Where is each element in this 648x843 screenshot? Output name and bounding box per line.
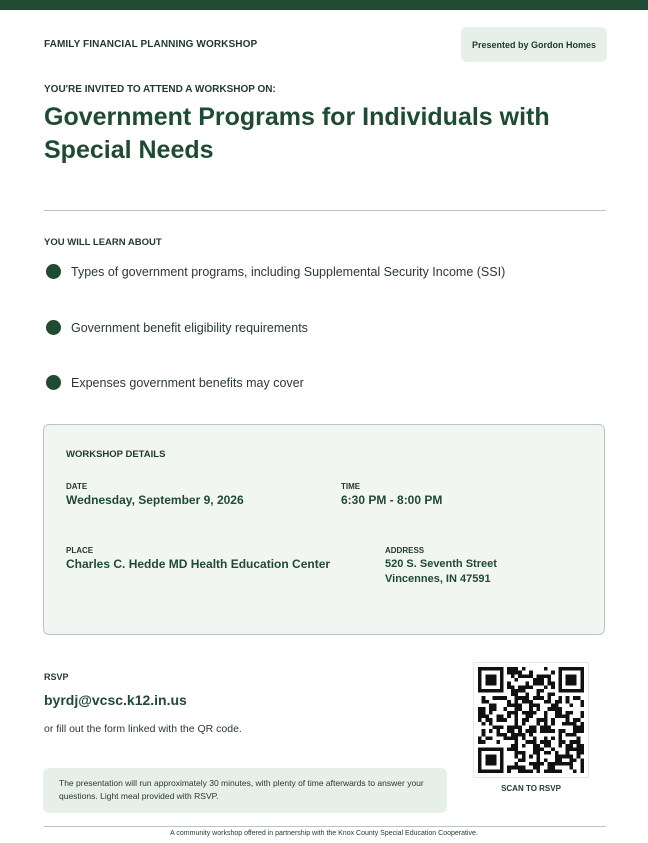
rsvp-email-link[interactable]: byrdj@vcsc.k12.in.us: [44, 692, 187, 708]
details-heading: WORKSHOP DETAILS: [66, 449, 166, 460]
invite-label: YOU'RE INVITED TO ATTEND A WORKSHOP ON:: [44, 84, 276, 95]
divider: [44, 210, 606, 211]
list-item-text: Expenses government benefits may cover: [71, 375, 304, 390]
bullet-dot-icon: [46, 320, 61, 335]
place-value: Charles C. Hedde MD Health Education Center: [66, 557, 331, 571]
list-item: [46, 375, 304, 390]
qr-caption: SCAN TO RSVP: [501, 784, 561, 793]
time-value: 6:30 PM - 8:00 PM: [341, 493, 443, 507]
workshop-series-label: FAMILY FINANCIAL PLANNING WORKSHOP: [44, 39, 258, 50]
date-label: DATE: [66, 482, 88, 491]
bullet-dot-icon: [46, 264, 61, 279]
learn-heading: YOU WILL LEARN ABOUT: [44, 237, 162, 248]
qr-code[interactable]: [473, 662, 589, 778]
address-line-1: 520 S. Seventh Street: [385, 558, 497, 570]
list-item: [46, 320, 308, 335]
rsvp-note: or fill out the form linked with the QR code.: [44, 723, 242, 735]
rsvp-label: RSVP: [44, 672, 69, 682]
address-line-2: Vincennes, IN 47591: [385, 573, 491, 585]
list-item-text: Government benefit eligibility requirements: [71, 320, 308, 335]
time-label: TIME: [341, 482, 361, 491]
list-item-text: Types of government programs, including Supplemental Security Income (SSI): [71, 264, 506, 279]
date-value: Wednesday, September 9, 2026: [66, 493, 244, 507]
top-accent-bar: [0, 0, 648, 10]
footer-divider: [44, 826, 606, 827]
presenter-badge: [461, 27, 607, 62]
info-note-text: The presentation will run approximately 30 minutes, with plenty of time afterwards to answer your questions. Light meal provided with RSVP.: [59, 778, 424, 801]
place-label: PLACE: [66, 546, 94, 555]
presenter-text: Presented by Gordon Homes: [471, 39, 597, 50]
footer-text: A community workshop offered in partnership with the Knox County Special Education Cooperative.: [170, 830, 478, 837]
bullet-dot-icon: [46, 375, 61, 390]
info-note-box: [43, 768, 447, 813]
qr-code-icon: [478, 667, 584, 773]
address-label: ADDRESS: [385, 546, 425, 555]
list-item: [46, 264, 505, 279]
page-title: Government Programs for Individuals with Special Needs: [44, 103, 550, 164]
